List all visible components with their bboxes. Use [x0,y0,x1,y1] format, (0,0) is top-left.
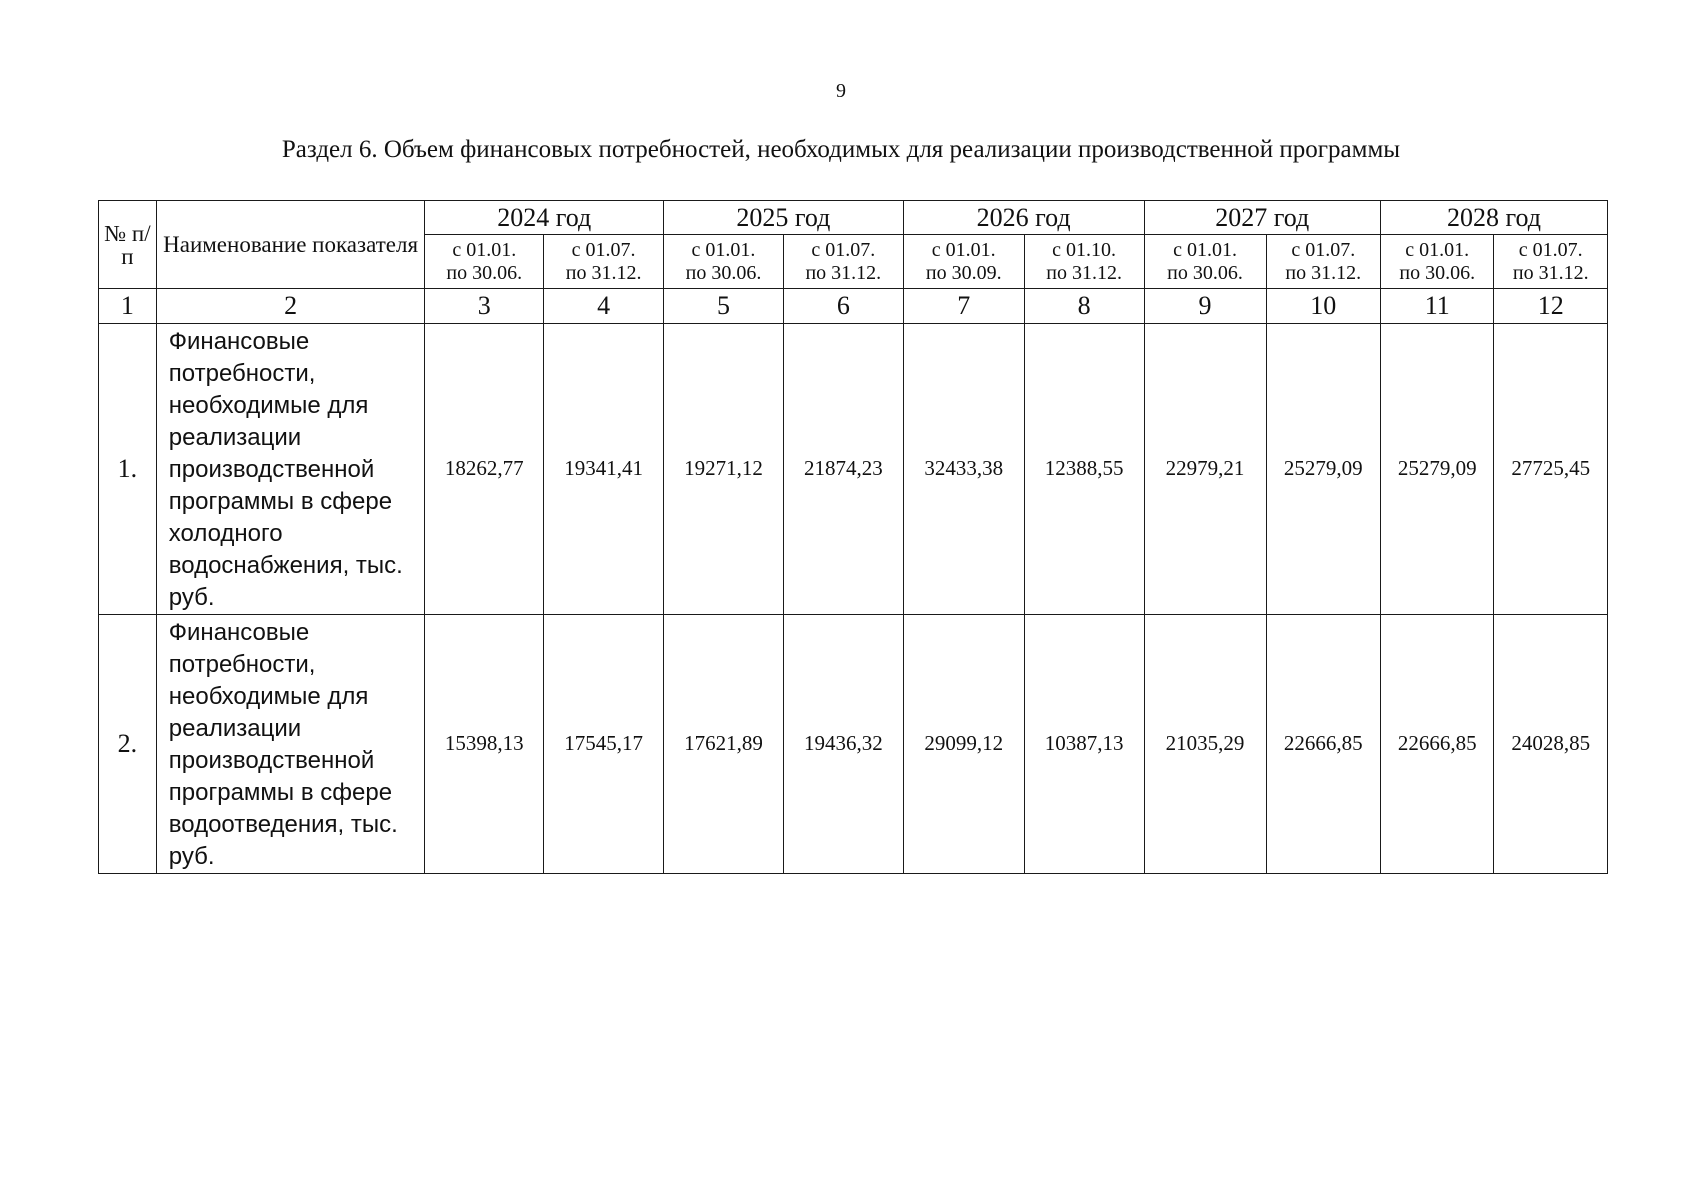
period-header: с 01.07. по 31.12. [1494,235,1608,289]
period-header: с 01.01. по 30.06. [1381,235,1494,289]
column-number: 10 [1266,289,1381,324]
period-header: с 01.01. по 30.09. [903,235,1024,289]
value-cell: 12388,55 [1024,324,1144,615]
column-number: 11 [1381,289,1494,324]
section-title: Раздел 6. Объем финансовых потребностей, необходимых для реализации производственной программы [281,136,1401,163]
column-number: 12 [1494,289,1608,324]
header-number: № п/п [99,201,157,289]
value-cell: 22666,85 [1381,615,1494,874]
period-header: с 01.01. по 30.06. [664,235,784,289]
value-cell: 32433,38 [903,324,1024,615]
value-cell: 10387,13 [1024,615,1144,874]
value-cell: 18262,77 [425,324,544,615]
value-cell: 24028,85 [1494,615,1608,874]
value-cell: 17621,89 [664,615,784,874]
row-number: 1. [99,324,157,615]
value-cell: 29099,12 [903,615,1024,874]
header-year-row [99,201,1608,235]
header-year-2028: 2028 год [1381,201,1608,235]
value-cell: 22979,21 [1144,324,1266,615]
value-cell: 21035,29 [1144,615,1266,874]
header-year-2026: 2026 год [903,201,1144,235]
period-header: с 01.07. по 31.12. [1266,235,1381,289]
column-number: 5 [664,289,784,324]
column-number: 1 [99,289,157,324]
column-number: 4 [544,289,664,324]
value-cell: 25279,09 [1266,324,1381,615]
column-number: 6 [783,289,903,324]
period-header: с 01.01. по 30.06. [1144,235,1266,289]
column-number: 2 [156,289,425,324]
header-year-2025: 2025 год [664,201,904,235]
row-number: 2. [99,615,157,874]
period-header: с 01.01. по 30.06. [425,235,544,289]
financial-needs-table [98,200,1608,874]
value-cell: 27725,45 [1494,324,1608,615]
header-indicator-name: Наименование показателя [156,201,425,289]
header-year-2027: 2027 год [1144,201,1381,235]
column-number: 9 [1144,289,1266,324]
period-header: с 01.10. по 31.12. [1024,235,1144,289]
table-row [99,615,1608,874]
column-number: 8 [1024,289,1144,324]
column-number: 7 [903,289,1024,324]
indicator-name: Финансовые потребности, необходимые для реализации производственной программы в сфере холодного водоснабжения, тыс. руб. [156,324,425,615]
value-cell: 19271,12 [664,324,784,615]
period-header: с 01.07. по 31.12. [783,235,903,289]
value-cell: 19341,41 [544,324,664,615]
value-cell: 15398,13 [425,615,544,874]
value-cell: 19436,32 [783,615,903,874]
column-number: 3 [425,289,544,324]
value-cell: 25279,09 [1381,324,1494,615]
value-cell: 22666,85 [1266,615,1381,874]
period-header: с 01.07. по 31.12. [544,235,664,289]
value-cell: 17545,17 [544,615,664,874]
table-row [99,324,1608,615]
value-cell: 21874,23 [783,324,903,615]
page-number: 9 [836,80,846,102]
indicator-name: Финансовые потребности, необходимые для реализации производственной программы в сфере водоотведения, тыс. руб. [156,615,425,874]
column-number-row [99,289,1608,324]
header-year-2024: 2024 год [425,201,664,235]
